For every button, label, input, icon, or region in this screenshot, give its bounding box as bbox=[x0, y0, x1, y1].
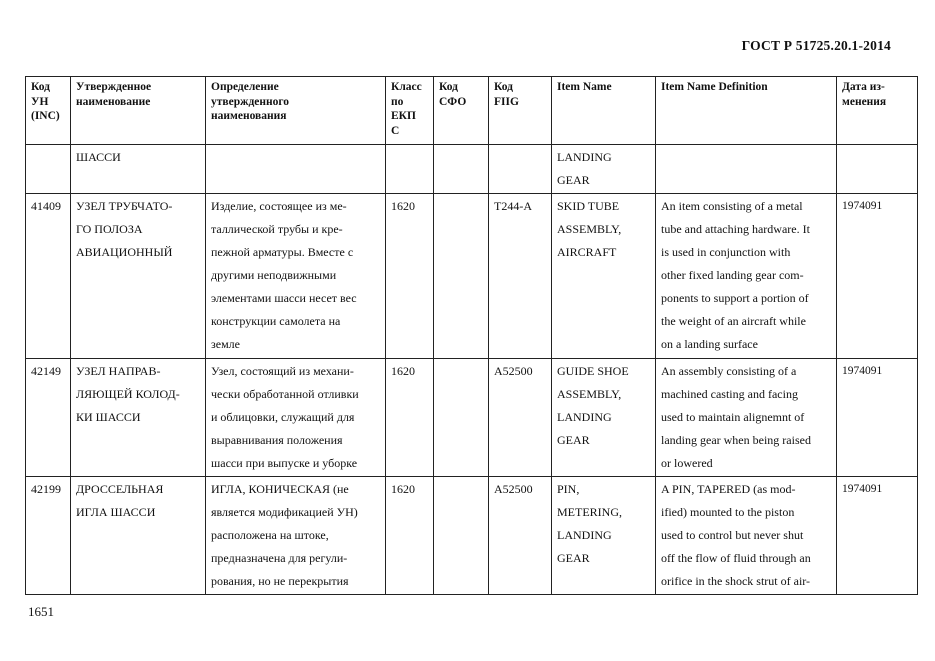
cell-fiig: A52500 bbox=[489, 359, 552, 477]
cell-date: 1974091 bbox=[837, 359, 918, 477]
cell-fiig: T244-A bbox=[489, 194, 552, 359]
col-header-code: Код УН (INC) bbox=[26, 77, 71, 145]
cell-code bbox=[26, 145, 71, 194]
cell-definition: Изделие, состоящее из ме- таллической трубы и кре- пежной арматуры. Вместе с другими неподвижными элементами шасси несет вес конструкции самолета на земле bbox=[206, 194, 386, 359]
cell-class: 1620 bbox=[386, 359, 434, 477]
cell-code: 42149 bbox=[26, 359, 71, 477]
cell-item-definition: An assembly consisting of a machined casting and facing used to maintain alignemnt of landing gear when being raised or lowered bbox=[656, 359, 837, 477]
cell-sfo bbox=[434, 359, 489, 477]
cell-definition: ИГЛА, КОНИЧЕСКАЯ (не является модификацией УН) расположена на штоке, предназначена для регули- рования, но не перекрытия bbox=[206, 477, 386, 595]
cell-code: 42199 bbox=[26, 477, 71, 595]
cell-item-definition: A PIN, TAPERED (as mod- ified) mounted to the piston used to control but never shut off the flow of fluid through an orifice in the shock strut of air- bbox=[656, 477, 837, 595]
header-row bbox=[26, 77, 918, 145]
cell-approved-name: ДРОССЕЛЬНАЯ ИГЛА ШАССИ bbox=[71, 477, 206, 595]
col-header-item-definition: Item Name Definition bbox=[656, 77, 837, 145]
table-row bbox=[26, 359, 918, 477]
items-table bbox=[25, 76, 918, 595]
cell-class bbox=[386, 145, 434, 194]
cell-class: 1620 bbox=[386, 477, 434, 595]
page-number: 1651 bbox=[28, 604, 54, 619]
table-row bbox=[26, 477, 918, 595]
cell-sfo bbox=[434, 194, 489, 359]
cell-sfo bbox=[434, 145, 489, 194]
cell-definition: Узел, состоящий из механи- чески обработанной отливки и облицовки, служащий для выравнивания положения шасси при выпуске и уборке bbox=[206, 359, 386, 477]
table-row bbox=[26, 194, 918, 359]
col-header-definition: Определение утвержденного наименования bbox=[206, 77, 386, 145]
table-row bbox=[26, 145, 918, 194]
col-header-sfo: Код СФО bbox=[434, 77, 489, 145]
cell-approved-name: ШАССИ bbox=[71, 145, 206, 194]
cell-item-name: PIN, METERING, LANDING GEAR bbox=[552, 477, 656, 595]
cell-date bbox=[837, 145, 918, 194]
col-header-item-name: Item Name bbox=[552, 77, 656, 145]
cell-fiig: A52500 bbox=[489, 477, 552, 595]
cell-item-name: GUIDE SHOE ASSEMBLY, LANDING GEAR bbox=[552, 359, 656, 477]
cell-sfo bbox=[434, 477, 489, 595]
cell-item-definition bbox=[656, 145, 837, 194]
cell-class: 1620 bbox=[386, 194, 434, 359]
col-header-date: Дата из- менения bbox=[837, 77, 918, 145]
cell-code: 41409 bbox=[26, 194, 71, 359]
document-title: ГОСТ Р 51725.20.1-2014 bbox=[741, 38, 891, 53]
cell-approved-name: УЗЕЛ НАПРАВ- ЛЯЮЩЕЙ КОЛОД- КИ ШАССИ bbox=[71, 359, 206, 477]
cell-approved-name: УЗЕЛ ТРУБЧАТО- ГО ПОЛОЗА АВИАЦИОННЫЙ bbox=[71, 194, 206, 359]
cell-item-definition: An item consisting of a metal tube and attaching hardware. It is used in conjunction with other fixed landing gear com- ponents to support a portion of the weight of an aircraft while on a landing surface bbox=[656, 194, 837, 359]
cell-definition bbox=[206, 145, 386, 194]
col-header-class: Класс по ЕКП С bbox=[386, 77, 434, 145]
cell-date: 1974091 bbox=[837, 194, 918, 359]
col-header-approved-name: Утвержденное наименование bbox=[71, 77, 206, 145]
cell-item-name: SKID TUBE ASSEMBLY, AIRCRAFT bbox=[552, 194, 656, 359]
cell-item-name: LANDING GEAR bbox=[552, 145, 656, 194]
cell-date: 1974091 bbox=[837, 477, 918, 595]
col-header-fiig: Код FIIG bbox=[489, 77, 552, 145]
cell-fiig bbox=[489, 145, 552, 194]
